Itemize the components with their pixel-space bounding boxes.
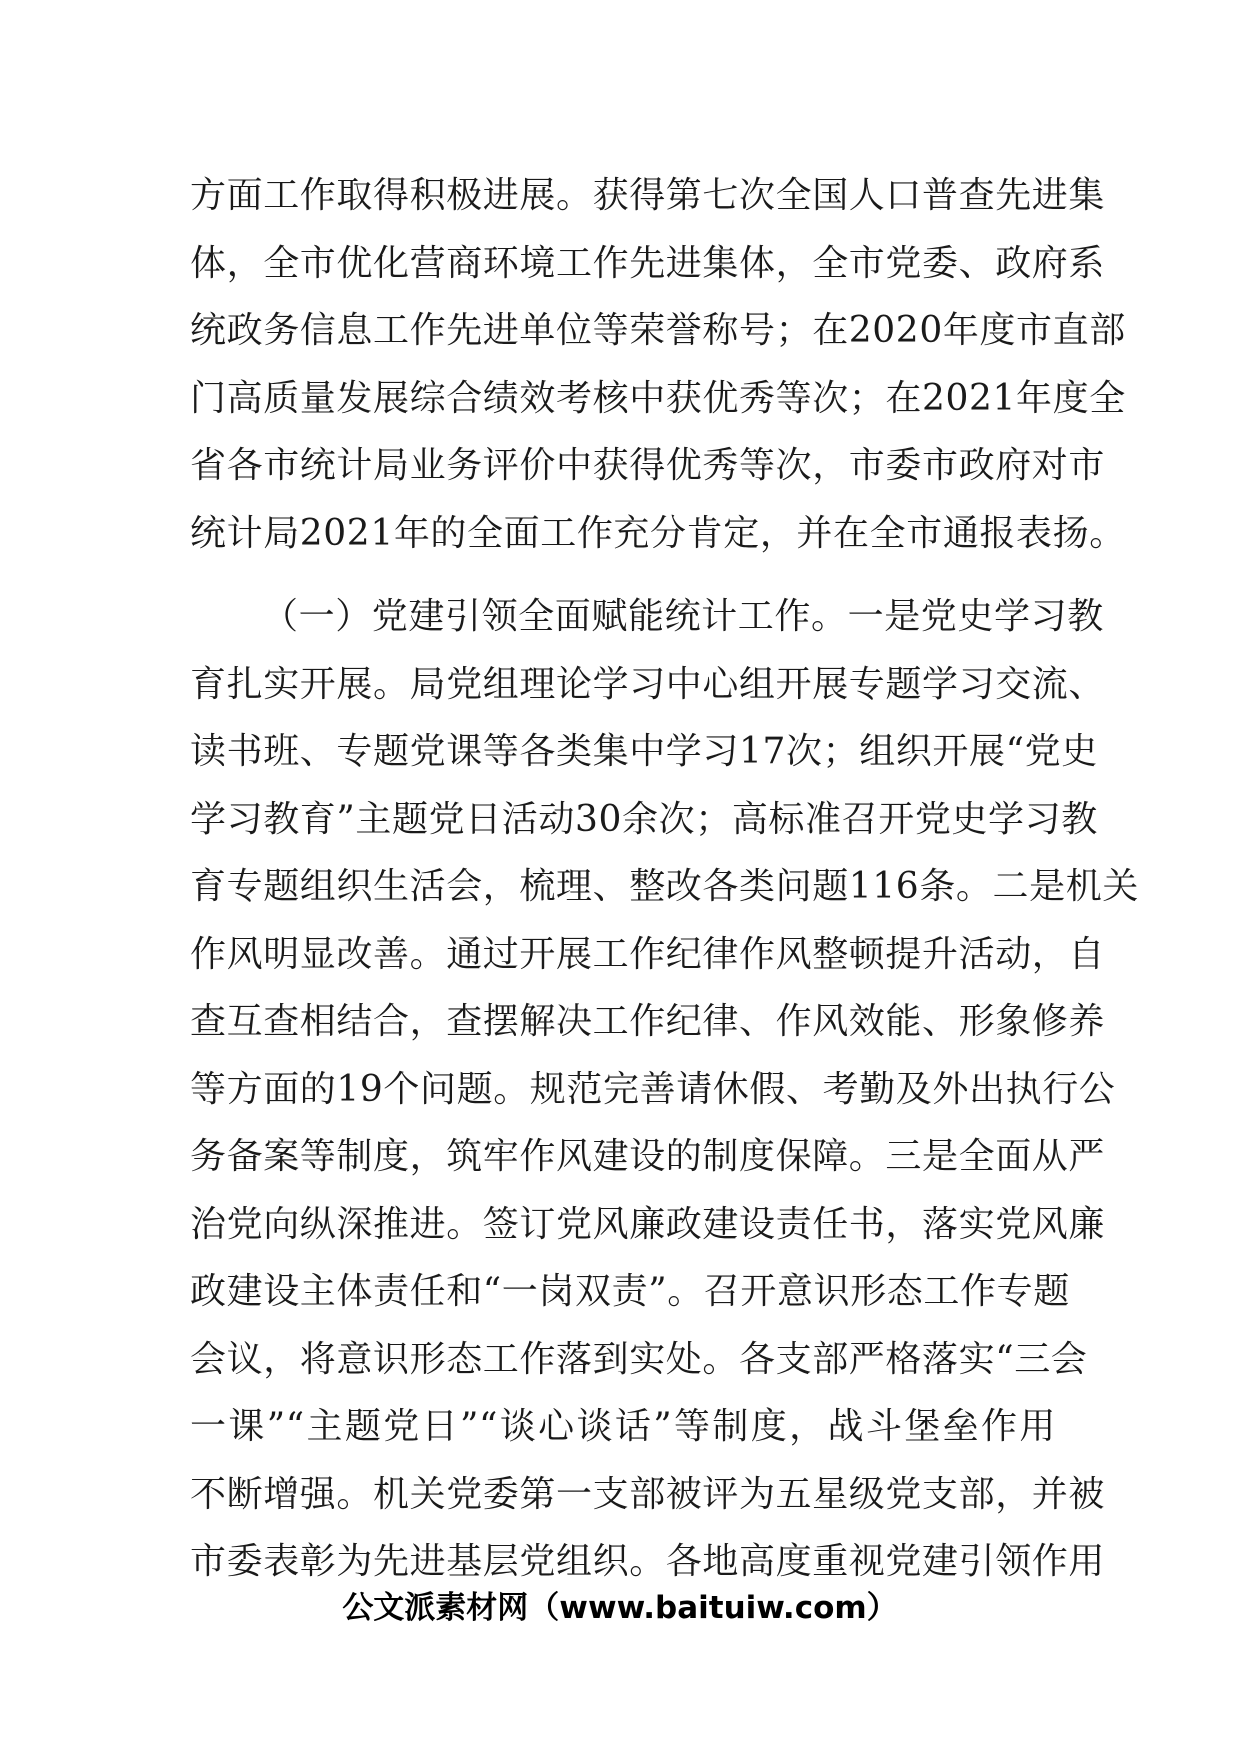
text-line: 会议，将意识形态工作落到实处。各支部严格落实“三会	[190, 1338, 1088, 1380]
text-line: 统计局2021年的全面工作充分肯定，并在全市通报表扬。	[190, 512, 1126, 554]
footer-source-credit: 公文派素材网（www.baituiw.com）	[342, 1590, 898, 1626]
text-line: 政建设主体责任和“一岗双责”。召开意识形态工作专题	[190, 1271, 1070, 1312]
text-line: 育专题组织生活会，梳理、整改各类问题116条。二是机关	[190, 866, 1139, 907]
text-line: 育扎实开展。局党组理论学习中心组开展专题学习交流、	[190, 663, 1106, 705]
paragraph-achievements	[190, 162, 1126, 567]
text-line: 方面工作取得积极进展。获得第七次全国人口普查先进集	[190, 175, 1106, 216]
paragraph-party-building	[190, 583, 1139, 1596]
text-line: 治党向纵深推进。签订党风廉政建设责任书，落实党风廉	[190, 1203, 1106, 1245]
text-line: 市委表彰为先进基层党组织。各地高度重视党建引领作用	[190, 1541, 1106, 1582]
section-heading-line: （一）党建引领全面赋能统计工作。一是党史学习教	[262, 596, 1104, 637]
text-line: 等方面的19个问题。规范完善请休假、考勤及外出执行公	[190, 1068, 1116, 1110]
text-line: 省各市统计局业务评价中获得优秀等次，市委市政府对市	[190, 445, 1106, 486]
text-line: 学习教育”主题党日活动30余次；高标准召开党史学习教	[190, 798, 1098, 840]
text-line: 不断增强。机关党委第一支部被评为五星级党支部，并被	[190, 1473, 1106, 1515]
text-line: 一课”“主题党日”“谈心谈话”等制度，战斗堡垒作用	[190, 1406, 1056, 1447]
text-line: 门高质量发展综合绩效考核中获优秀等次；在2021年度全	[190, 377, 1126, 419]
text-line: 读书班、专题党课等各类集中学习17次；组织开展“党史	[190, 731, 1098, 772]
text-line: 查互查相结合，查摆解决工作纪律、作风效能、形象修养	[190, 1001, 1106, 1042]
text-line: 统政务信息工作先进单位等荣誉称号；在2020年度市直部	[190, 310, 1126, 351]
text-line: 务备案等制度，筑牢作风建设的制度保障。三是全面从严	[190, 1136, 1106, 1177]
text-line: 作风明显改善。通过开展工作纪律作风整顿提升活动，自	[190, 933, 1106, 975]
text-line: 体，全市优化营商环境工作先进集体，全市党委、政府系	[190, 242, 1106, 284]
